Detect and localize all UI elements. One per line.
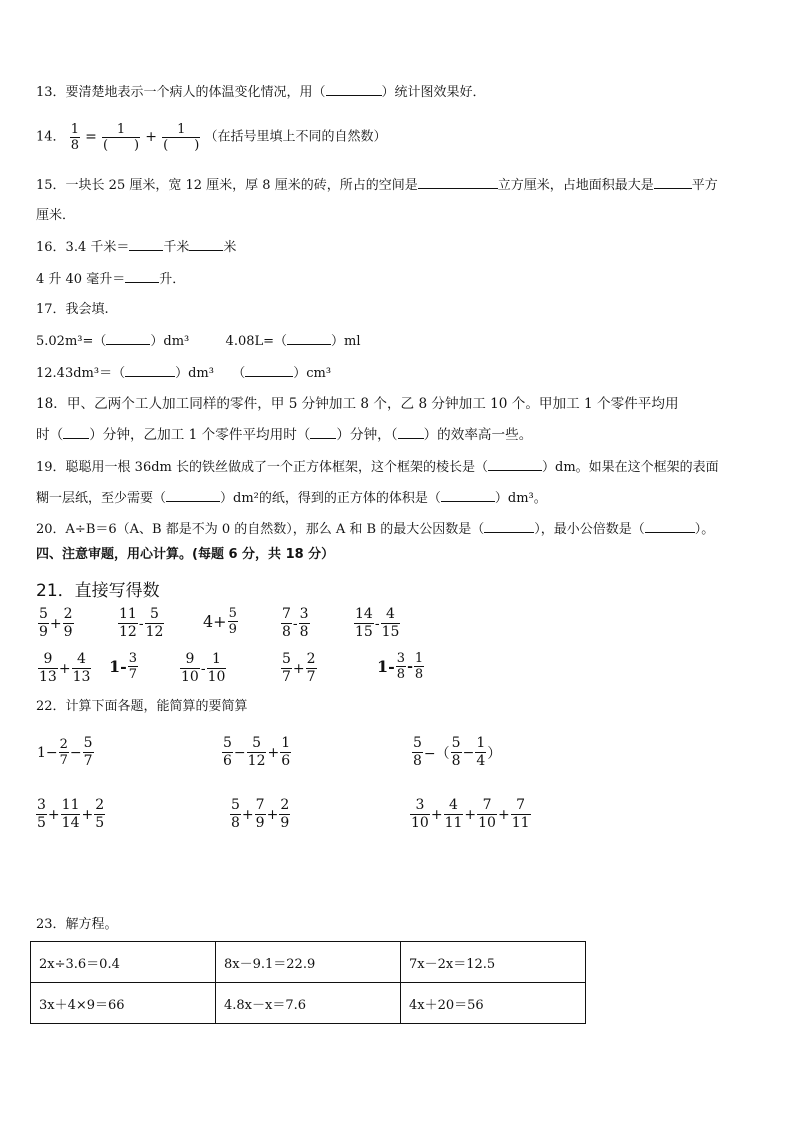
answer-blank[interactable]: [125, 269, 159, 283]
answer-blank[interactable]: [418, 175, 498, 189]
answer-blank[interactable]: [166, 488, 220, 502]
fraction: $\frac{1}{8}$: [70, 121, 79, 153]
q22-expr: 1− $\frac{2}{7}$ − $\frac{5}{7}$: [37, 735, 93, 769]
equation-cell: 4x＋20＝56: [401, 983, 586, 1024]
q18-line2: 时（ ）分钟，乙加工 1 个零件平均用时（ ）分钟，（ ）的效率高一些。: [36, 427, 533, 443]
q20: 20．A÷B＝6（A、B 都是不为 0 的自然数），那么 A 和 B 的最大公因数是（ ），最小公倍数是（ ）。: [36, 519, 714, 540]
section-title: 四、注意审题，用心计算。(每题 6 分，共 18 分）: [36, 547, 335, 562]
q21-expr: 4+ $\frac{5}{9}$: [203, 606, 237, 637]
answer-blank[interactable]: [484, 519, 534, 533]
equation-cell: 3x＋4×9＝66: [31, 983, 216, 1024]
q21-expr: $\frac{11}{12}$ - $\frac{5}{12}$: [119, 606, 164, 640]
answer-blank[interactable]: [106, 331, 150, 345]
q23-title: 23．解方程。: [36, 917, 118, 932]
equation-cell: 2x÷3.6＝0.4: [31, 942, 216, 983]
q21-expr: 1- $\frac{3}{8}$ - $\frac{1}{8}$: [377, 651, 424, 682]
answer-blank[interactable]: [326, 82, 382, 96]
table-row: [31, 983, 586, 1024]
q22-title: 22．计算下面各题，能简算的要简算: [36, 699, 248, 714]
equation-table: [30, 941, 586, 1024]
answer-blank[interactable]: [654, 175, 692, 189]
q21-expr: $\frac{5}{7}$ + $\frac{2}{7}$: [282, 651, 316, 685]
answer-blank[interactable]: [287, 331, 331, 345]
q21-expr: $\frac{9}{13}$ + $\frac{4}{13}$: [39, 651, 91, 685]
equation-cell: 7x－2x＝12.5: [401, 942, 586, 983]
q17-line2: 12.43dm³＝（ ）dm³ （ ）cm³: [36, 363, 331, 384]
q21-title: 21．直接写得数: [36, 581, 160, 601]
fraction-with-blank[interactable]: $\frac{1}{( )}$: [102, 121, 140, 153]
q13: 13．要清楚地表示一个病人的体温变化情况，用（ ）统计图效果好．: [36, 82, 486, 103]
q22-expr: $\frac{3}{5}$ + $\frac{11}{14}$ + $\frac{2}{5}$: [37, 797, 105, 831]
answer-blank[interactable]: [645, 519, 695, 533]
q22-expr: $\frac{3}{10}$ + $\frac{4}{11}$ + $\frac{7}{10}$ + $\frac{7}{11}$: [411, 797, 530, 831]
q15: 15．一块长 25 厘米，宽 12 厘米，厚 8 厘米的砖，所占的空间是 立方厘米，占地面积最大是 平方: [36, 175, 718, 196]
table-row: [31, 942, 586, 983]
q22-expr: $\frac{5}{6}$ − $\frac{5}{12}$ + $\frac{1}{6}$: [223, 735, 291, 769]
fraction-with-blank[interactable]: $\frac{1}{( )}$: [163, 121, 200, 153]
q16-b: 4 升 40 毫升＝ 升．: [36, 269, 185, 290]
answer-blank[interactable]: [189, 237, 223, 251]
q21-expr: $\frac{5}{9}$ + $\frac{2}{9}$: [39, 606, 73, 640]
q17-title: 17．我会填.: [36, 302, 109, 317]
answer-blank[interactable]: [441, 488, 495, 502]
q22-expr: $\frac{5}{8}$ + $\frac{7}{9}$ + $\frac{2}{9}$: [231, 797, 290, 831]
q14: 14． $\frac{1}{8}$ = $\frac{1}{( )}$ + $\frac{1}{( )}$ （在括号里填上不同的自然数）: [36, 121, 387, 153]
answer-blank[interactable]: [488, 457, 542, 471]
answer-blank[interactable]: [63, 425, 89, 439]
q19-line2: 糊一层纸，至少需要（ ）dm²的纸，得到的正方体的体积是（ ）dm³。: [36, 488, 547, 509]
q22-expr: $\frac{5}{8}$ −（ $\frac{5}{8}$ − $\frac{1}{4}$ ）: [413, 735, 502, 769]
q17-line1: 5.02m³=（ ）dm³ 4.08L=（ ）ml: [36, 331, 361, 352]
answer-blank[interactable]: [245, 363, 293, 377]
q15-cont: 厘米．: [36, 208, 76, 223]
equation-cell: 4.8x－x＝7.6: [216, 983, 401, 1024]
q16-a: 16．3.4 千米＝ 千米 米: [36, 237, 236, 258]
q18-line1: 18．甲、乙两个工人加工同样的零件，甲 5 分钟加工 8 个，乙 8 分钟加工 10 个。甲加工 1 个零件平均用: [36, 396, 679, 412]
q21-expr: $\frac{7}{8}$ - $\frac{3}{8}$: [282, 606, 309, 640]
q21-expr: 1- $\frac{3}{7}$: [109, 651, 138, 682]
q21-expr: $\frac{9}{10}$ - $\frac{1}{10}$: [181, 651, 226, 685]
q21-expr: $\frac{14}{15}$ - $\frac{4}{15}$: [355, 606, 400, 640]
answer-blank[interactable]: [398, 425, 424, 439]
q19-line1: 19．聪聪用一根 36dm 长的铁丝做成了一个正方体框架，这个框架的棱长是（ ）dm。如果在这个框架的表面: [36, 457, 719, 478]
answer-blank[interactable]: [129, 237, 163, 251]
equation-cell: 8x－9.1＝22.9: [216, 942, 401, 983]
answer-blank[interactable]: [310, 425, 336, 439]
answer-blank[interactable]: [125, 363, 175, 377]
